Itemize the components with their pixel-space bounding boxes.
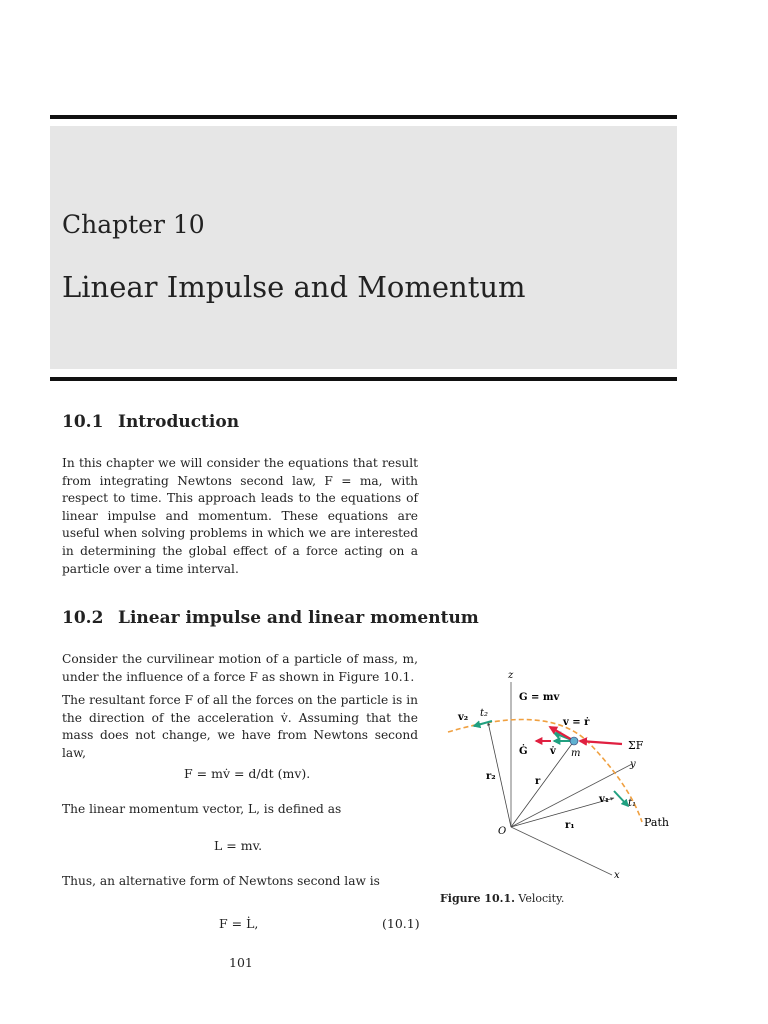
z-label: z — [508, 670, 514, 681]
particle — [570, 737, 578, 745]
equation-newton: F = mv̇ = d/dt (mv). — [184, 766, 311, 781]
figure-velocity-diagram — [440, 664, 690, 886]
y-label: y — [630, 759, 636, 770]
gdot-label: Ġ — [519, 746, 528, 757]
r1-label: r₁ — [565, 820, 575, 831]
t2-label: t₂ — [480, 708, 489, 719]
vdot-label: v̇ — [550, 746, 556, 757]
v2-arrow — [474, 721, 492, 726]
y-axis — [511, 764, 632, 827]
origin-label: O — [498, 826, 507, 837]
paragraph-alternative-form: Thus, an alternative form of Newtons second law is — [62, 874, 380, 888]
equation-momentum: L = mv. — [214, 838, 263, 853]
paragraph-curvilinear: Consider the curvilinear motion of a particle of mass, m, under the influence of a force F as shown in Figure 10.1. — [62, 652, 418, 684]
trajectory-path — [448, 720, 642, 823]
bottom-rule — [50, 377, 677, 381]
x-label: x — [614, 870, 620, 881]
caption-text: Velocity. — [518, 892, 565, 905]
section-number: 10.1 — [62, 412, 104, 432]
r-label: r — [535, 776, 541, 787]
v2-label: v₂ — [458, 712, 469, 723]
page-number: 101 — [229, 955, 253, 970]
chapter-number: Chapter 10 — [62, 210, 205, 239]
r2-label: r₂ — [486, 771, 496, 782]
paragraph-momentum-def: The linear momentum vector, L, is defined as — [62, 802, 342, 816]
section-heading-impulse — [62, 608, 479, 628]
caption-label: Figure 10.1. — [440, 892, 515, 905]
equation-alt: F = L̇, — [219, 916, 259, 931]
x-axis — [511, 827, 612, 875]
equation-number: (10.1) — [382, 916, 420, 931]
section-title: Introduction — [118, 412, 240, 432]
section-number: 10.2 — [62, 608, 104, 628]
figure-caption — [440, 892, 564, 905]
path-label: Path — [644, 816, 669, 829]
m-label: m — [571, 748, 581, 759]
paragraph-resultant-force: The resultant force F of all the forces on the particle is in the direction of the acceleration v̇. Assuming that the mass does not change, we have from Newtons second law, — [62, 693, 418, 760]
v-eq-label: v = ṙ — [563, 717, 590, 728]
chapter-header-box — [50, 126, 677, 369]
chapter-title: Linear Impulse and Momentum — [62, 270, 526, 304]
t1-label: t₁ — [628, 798, 637, 809]
section-title: Linear impulse and linear momentum — [118, 608, 479, 628]
top-rule — [50, 115, 677, 119]
v1-label: v₁ — [599, 794, 610, 805]
sum-f-arrow — [580, 741, 622, 744]
intro-paragraph: In this chapter we will consider the equations that result from integrating Newtons second law, F = ma, with respect to time. This approach leads to the equations of linear impulse and momentum. These equations are useful when solving problems in which we are interested in determining the global effect of a force acting on a particle over a time interval. — [62, 456, 418, 576]
sum-f-label: ΣF — [628, 739, 644, 752]
g-eq-label: G = mv — [519, 692, 560, 703]
section-heading-intro — [62, 412, 239, 432]
v1-arrow — [614, 791, 628, 806]
